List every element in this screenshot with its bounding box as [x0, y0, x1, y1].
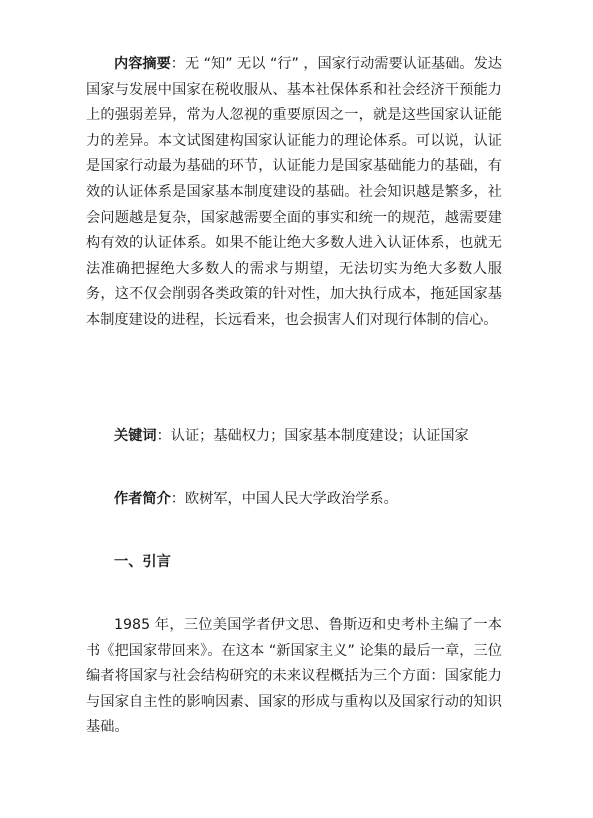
keywords-label: 关键词: [114, 428, 157, 444]
section-heading: [86, 550, 502, 576]
author-paragraph: [86, 487, 502, 513]
author-label: 作者简介: [114, 491, 171, 507]
abstract-label: 内容摘要: [114, 56, 171, 72]
intro-text: 1985 年，三位美国学者伊文思、鲁斯迈和史考朴主编了一本书《把国家带回来》。在这本 “新国家主义” 论集的最后一章，三位编者将国家与社会结构研究的未来议程概括为三个方面：国家能力与国家自主性的影响因素、国家的形成与重构以及国家行动的知识基础。: [86, 617, 502, 736]
intro-paragraph: [86, 613, 502, 741]
abstract-paragraph: [86, 52, 502, 334]
keywords-text: ：认证；基础权力；国家基本制度建设；认证国家: [156, 428, 469, 444]
keywords-paragraph: [86, 424, 502, 450]
abstract-text: ：无 “知” 无以 “行” ，国家行动需要认证基础。发达国家与发展中国家在税收服从、基本社保体系和社会经济干预能力上的强弱差异，常为人忽视的重要原因之一，就是这些国家认证能力的差异。本文试图建构国家认证能力的理论体系。可以说，认证是国家行动最为基础的环节，认证能力是国家基础能力的基础，有效的认证体系是国家基本制度建设的基础。社会知识越是繁多，社会问题越是复杂，国家越需要全面的事实和统一的规范，越需要建构有效的认证体系。如果不能让绝大多数人进入认证体系，也就无法准确把握绝大多数人的需求与期望，无法切实为绝大多数人服务，这不仅会削弱各类政策的针对性，加大执行成本，拖延国家基本制度建设的进程，长远看来，也会损害人们对现行体制的信心。: [86, 56, 502, 328]
author-text: ：欧树军，中国人民大学政治学系。: [170, 491, 398, 507]
section-heading-text: 一、引言: [114, 554, 171, 570]
